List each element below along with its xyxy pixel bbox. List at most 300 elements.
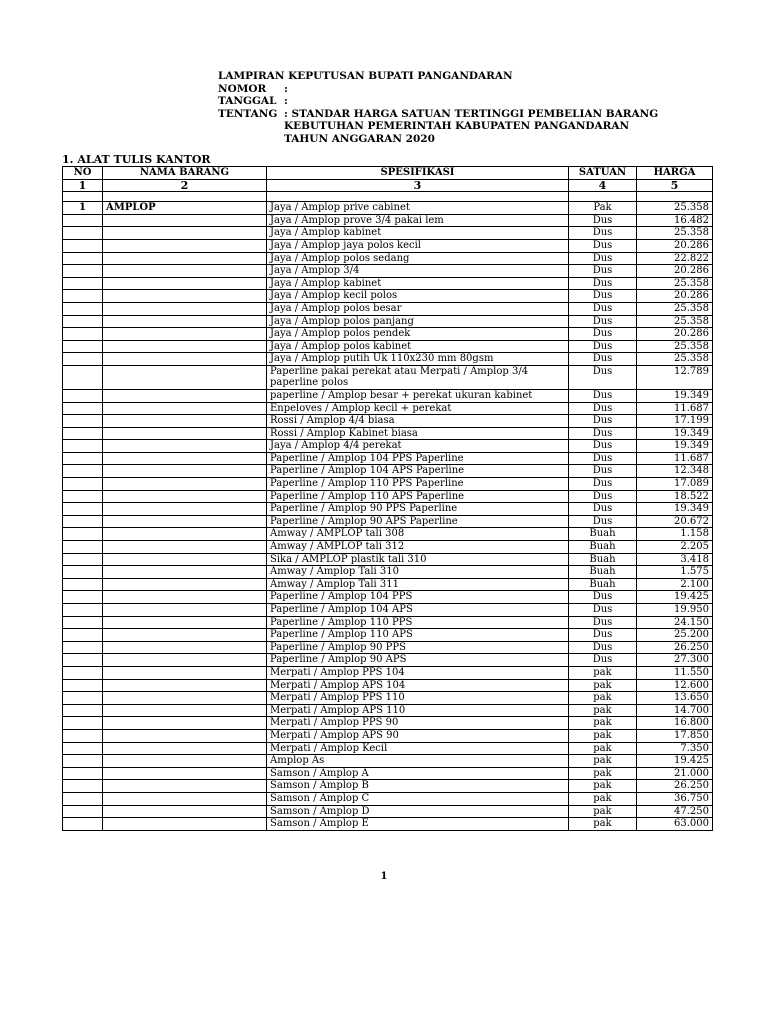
header-tanggal-row (218, 95, 658, 108)
row-no (63, 629, 103, 642)
row-harga: 26.250 (637, 780, 713, 793)
table-row (63, 277, 713, 290)
row-satuan: pak (569, 818, 637, 831)
row-nama-barang (103, 478, 267, 491)
row-harga: 1.575 (637, 566, 713, 579)
row-spesifikasi: Merpati / Amplop APS 110 (267, 704, 569, 717)
row-no (63, 427, 103, 440)
row-spesifikasi: Samson / Amplop B (267, 780, 569, 793)
row-nama-barang (103, 252, 267, 265)
row-spesifikasi: Jaya / Amplop polos kabinet (267, 340, 569, 353)
table-row (63, 465, 713, 478)
row-satuan: Dus (569, 353, 637, 366)
row-harga: 11.550 (637, 666, 713, 679)
row-nama-barang (103, 629, 267, 642)
row-satuan: Buah (569, 566, 637, 579)
table-row (63, 252, 713, 265)
row-spesifikasi: Jaya / Amplop polos pendek (267, 328, 569, 341)
row-satuan: Dus (569, 452, 637, 465)
row-harga: 36.750 (637, 792, 713, 805)
row-nama-barang (103, 566, 267, 579)
row-harga: 12.789 (637, 365, 713, 389)
row-spesifikasi: Paperline / Amplop 110 PPS Paperline (267, 478, 569, 491)
row-spesifikasi: Rossi / Amplop 4/4 biasa (267, 415, 569, 428)
row-nama-barang (103, 389, 267, 402)
row-spesifikasi: Jaya / Amplop prove 3/4 pakai lem (267, 214, 569, 227)
row-spesifikasi: Merpati / Amplop PPS 104 (267, 666, 569, 679)
row-nama-barang (103, 591, 267, 604)
table-row (63, 328, 713, 341)
row-no (63, 616, 103, 629)
row-harga: 20.286 (637, 328, 713, 341)
row-satuan: pak (569, 729, 637, 742)
table-row (63, 666, 713, 679)
row-harga: 19.425 (637, 755, 713, 768)
row-satuan: Dus (569, 641, 637, 654)
row-harga: 25.200 (637, 629, 713, 642)
row-no (63, 277, 103, 290)
row-nama-barang (103, 616, 267, 629)
row-spesifikasi: Jaya / Amplop 4/4 perekat (267, 440, 569, 453)
table-row (63, 553, 713, 566)
table-row (63, 528, 713, 541)
table-row (63, 353, 713, 366)
table-row (63, 591, 713, 604)
row-no (63, 290, 103, 303)
row-nama-barang (103, 277, 267, 290)
row-harga: 47.250 (637, 805, 713, 818)
table-row (63, 629, 713, 642)
row-nama-barang (103, 679, 267, 692)
table-row (63, 566, 713, 579)
row-satuan: pak (569, 792, 637, 805)
row-spesifikasi: Paperline / Amplop 90 PPS Paperline (267, 503, 569, 516)
row-spesifikasi: Amway / AMPLOP tali 308 (267, 528, 569, 541)
table-header-row (63, 167, 713, 180)
table-row (63, 679, 713, 692)
row-harga: 20.286 (637, 239, 713, 252)
row-nama-barang (103, 729, 267, 742)
row-spesifikasi: Jaya / Amplop polos besar (267, 302, 569, 315)
row-nama-barang (103, 742, 267, 755)
row-harga: 21.000 (637, 767, 713, 780)
row-satuan: Buah (569, 541, 637, 554)
row-satuan: Pak (569, 202, 637, 215)
row-no (63, 353, 103, 366)
row-nama-barang (103, 717, 267, 730)
row-no (63, 755, 103, 768)
row-harga: 25.358 (637, 302, 713, 315)
row-no (63, 365, 103, 389)
col-number: 4 (569, 179, 637, 192)
row-no (63, 780, 103, 793)
row-satuan: Dus (569, 290, 637, 303)
row-spesifikasi: Merpati / Amplop APS 104 (267, 679, 569, 692)
row-spesifikasi: Samson / Amplop A (267, 767, 569, 780)
row-harga: 25.358 (637, 353, 713, 366)
row-nama-barang (103, 452, 267, 465)
row-nama-barang (103, 353, 267, 366)
row-nama-barang (103, 528, 267, 541)
tentang-label: TENTANG (218, 107, 278, 120)
row-satuan: pak (569, 755, 637, 768)
row-nama-barang (103, 239, 267, 252)
row-nama-barang (103, 265, 267, 278)
row-no (63, 265, 103, 278)
row-no (63, 528, 103, 541)
row-harga: 13.650 (637, 692, 713, 705)
table-row (63, 616, 713, 629)
row-spesifikasi: Jaya / Amplop putih Uk 110x230 mm 80gsm (267, 353, 569, 366)
tanggal-label: TANGGAL (218, 95, 277, 107)
row-satuan: Dus (569, 591, 637, 604)
row-harga: 11.687 (637, 452, 713, 465)
col-header-harga: HARGA (637, 167, 713, 180)
table-row (63, 805, 713, 818)
row-satuan: pak (569, 679, 637, 692)
row-satuan: pak (569, 742, 637, 755)
row-no (63, 452, 103, 465)
row-no (63, 553, 103, 566)
row-no (63, 252, 103, 265)
row-nama-barang (103, 427, 267, 440)
row-spesifikasi: Paperline pakai perekat atau Merpati / Amplop 3/4 paperline polos (267, 365, 569, 389)
row-harga: 19.349 (637, 440, 713, 453)
row-no (63, 818, 103, 831)
row-nama-barang (103, 541, 267, 554)
row-harga: 16.800 (637, 717, 713, 730)
col-number: 3 (267, 179, 569, 192)
col-number: 5 (637, 179, 713, 192)
row-nama-barang (103, 654, 267, 667)
row-no (63, 402, 103, 415)
row-spesifikasi: Jaya / Amplop polos sedang (267, 252, 569, 265)
table-row (63, 515, 713, 528)
row-spesifikasi: Jaya / Amplop prive cabinet (267, 202, 569, 215)
table-row (63, 265, 713, 278)
row-no: 1 (63, 202, 103, 215)
row-satuan: pak (569, 767, 637, 780)
row-satuan: pak (569, 692, 637, 705)
row-nama-barang (103, 755, 267, 768)
table-row (63, 402, 713, 415)
row-harga: 2.205 (637, 541, 713, 554)
row-harga: 7.350 (637, 742, 713, 755)
table-row (63, 717, 713, 730)
col-header-no: NO (63, 167, 103, 180)
row-spesifikasi: Jaya / Amplop 3/4 (267, 265, 569, 278)
table-row (63, 365, 713, 389)
row-spesifikasi: Enpeloves / Amplop kecil + perekat (267, 402, 569, 415)
nomor-label: NOMOR (218, 82, 267, 95)
row-nama-barang (103, 402, 267, 415)
table-row (63, 478, 713, 491)
row-harga: 12.600 (637, 679, 713, 692)
row-harga: 25.358 (637, 227, 713, 240)
row-no (63, 704, 103, 717)
row-no (63, 566, 103, 579)
row-no (63, 328, 103, 341)
row-satuan: Dus (569, 277, 637, 290)
table-row (63, 780, 713, 793)
row-harga: 24.150 (637, 616, 713, 629)
page-number: 1 (380, 871, 388, 882)
row-spesifikasi: Jaya / Amplop jaya polos kecil (267, 239, 569, 252)
row-harga: 26.250 (637, 641, 713, 654)
row-harga: 20.286 (637, 290, 713, 303)
table-row (63, 818, 713, 831)
row-no (63, 415, 103, 428)
row-no (63, 792, 103, 805)
row-nama-barang (103, 227, 267, 240)
table-row (63, 503, 713, 516)
row-no (63, 742, 103, 755)
table-row (63, 302, 713, 315)
row-no (63, 440, 103, 453)
row-nama-barang (103, 792, 267, 805)
col-header-spesifikasi: SPESIFIKASI (267, 167, 569, 180)
row-no (63, 717, 103, 730)
row-nama-barang (103, 490, 267, 503)
row-no (63, 604, 103, 617)
table-row (63, 389, 713, 402)
row-nama-barang (103, 553, 267, 566)
table-row (63, 604, 713, 617)
row-spesifikasi: Amplop As (267, 755, 569, 768)
nomor-value: : (284, 82, 288, 95)
row-nama-barang (103, 365, 267, 389)
row-nama-barang (103, 780, 267, 793)
table-row (63, 755, 713, 768)
row-harga: 63.000 (637, 818, 713, 831)
row-nama-barang (103, 465, 267, 478)
row-nama-barang (103, 440, 267, 453)
row-no (63, 679, 103, 692)
row-spesifikasi: Amway / Amplop Tali 310 (267, 566, 569, 579)
row-satuan: Dus (569, 616, 637, 629)
row-spesifikasi: Paperline / Amplop 90 APS (267, 654, 569, 667)
row-satuan: pak (569, 704, 637, 717)
row-spesifikasi: Jaya / Amplop kecil polos (267, 290, 569, 303)
row-satuan: Buah (569, 528, 637, 541)
row-nama-barang (103, 767, 267, 780)
col-header-nama-barang: NAMA BARANG (103, 167, 267, 180)
row-satuan: Dus (569, 440, 637, 453)
row-satuan: Dus (569, 402, 637, 415)
row-satuan: Dus (569, 490, 637, 503)
row-harga: 20.286 (637, 265, 713, 278)
row-nama-barang (103, 704, 267, 717)
row-no (63, 591, 103, 604)
row-nama-barang (103, 290, 267, 303)
tentang-line-2: KEBUTUHAN PEMERINTAH KABUPATEN PANGANDARAN (284, 120, 630, 132)
row-no (63, 541, 103, 554)
row-no (63, 641, 103, 654)
row-spesifikasi: Amway / Amplop Tali 311 (267, 578, 569, 591)
row-spesifikasi: Jaya / Amplop kabinet (267, 227, 569, 240)
row-satuan: Dus (569, 265, 637, 278)
table-row (63, 202, 713, 215)
table-row (63, 641, 713, 654)
row-satuan: Dus (569, 328, 637, 341)
row-nama-barang (103, 302, 267, 315)
row-no (63, 503, 103, 516)
row-satuan: pak (569, 666, 637, 679)
row-no (63, 389, 103, 402)
row-satuan: pak (569, 805, 637, 818)
header-tentang-row (218, 108, 658, 121)
row-spesifikasi: Paperline / Amplop 90 PPS (267, 641, 569, 654)
section-title: 1. ALAT TULIS KANTOR (62, 153, 211, 166)
row-harga: 19.425 (637, 591, 713, 604)
row-harga: 17.089 (637, 478, 713, 491)
row-nama-barang (103, 503, 267, 516)
row-no (63, 515, 103, 528)
row-nama-barang (103, 604, 267, 617)
row-satuan: Buah (569, 578, 637, 591)
row-no (63, 805, 103, 818)
row-satuan: Dus (569, 302, 637, 315)
row-spesifikasi: Paperline / Amplop 110 PPS (267, 616, 569, 629)
row-harga: 25.358 (637, 277, 713, 290)
row-harga: 27.300 (637, 654, 713, 667)
table-row (63, 214, 713, 227)
row-harga: 18.522 (637, 490, 713, 503)
table-row (63, 490, 713, 503)
row-satuan: Buah (569, 553, 637, 566)
row-satuan: Dus (569, 315, 637, 328)
table-spacer-row (63, 192, 713, 202)
row-harga: 1.158 (637, 528, 713, 541)
row-spesifikasi: Merpati / Amplop PPS 110 (267, 692, 569, 705)
row-satuan: Dus (569, 365, 637, 389)
row-spesifikasi: Paperline / Amplop 104 PPS Paperline (267, 452, 569, 465)
row-no (63, 315, 103, 328)
row-spesifikasi: Samson / Amplop D (267, 805, 569, 818)
row-spesifikasi: Paperline / Amplop 90 APS Paperline (267, 515, 569, 528)
table-row (63, 654, 713, 667)
row-no (63, 578, 103, 591)
table-row (63, 227, 713, 240)
row-harga: 19.349 (637, 389, 713, 402)
row-satuan: Dus (569, 629, 637, 642)
row-harga: 25.358 (637, 315, 713, 328)
table-row (63, 704, 713, 717)
row-no (63, 490, 103, 503)
row-spesifikasi: Merpati / Amplop PPS 90 (267, 717, 569, 730)
table-row (63, 239, 713, 252)
row-nama-barang (103, 214, 267, 227)
row-harga: 3.418 (637, 553, 713, 566)
table-row (63, 767, 713, 780)
table-row (63, 340, 713, 353)
row-spesifikasi: Paperline / Amplop 110 APS Paperline (267, 490, 569, 503)
row-satuan: Dus (569, 503, 637, 516)
table-row (63, 315, 713, 328)
row-harga: 2.100 (637, 578, 713, 591)
table-body (63, 202, 713, 831)
row-nama-barang (103, 340, 267, 353)
col-header-satuan: SATUAN (569, 167, 637, 180)
row-spesifikasi: Rossi / Amplop Kabinet biasa (267, 427, 569, 440)
row-no (63, 465, 103, 478)
row-satuan: Dus (569, 340, 637, 353)
row-harga: 16.482 (637, 214, 713, 227)
row-harga: 11.687 (637, 402, 713, 415)
row-nama-barang (103, 666, 267, 679)
row-harga: 19.950 (637, 604, 713, 617)
row-satuan: Dus (569, 515, 637, 528)
row-nama-barang (103, 805, 267, 818)
row-spesifikasi: Paperline / Amplop 110 APS (267, 629, 569, 642)
row-spesifikasi: Jaya / Amplop kabinet (267, 277, 569, 290)
table-row (63, 541, 713, 554)
row-no (63, 239, 103, 252)
col-number: 1 (63, 179, 103, 192)
price-table (62, 166, 713, 831)
row-nama-barang (103, 515, 267, 528)
row-nama-barang (103, 692, 267, 705)
row-satuan: pak (569, 780, 637, 793)
row-no (63, 729, 103, 742)
table-row (63, 692, 713, 705)
row-no (63, 767, 103, 780)
row-no (63, 340, 103, 353)
row-harga: 25.358 (637, 340, 713, 353)
table-row (63, 792, 713, 805)
row-nama-barang (103, 578, 267, 591)
row-no (63, 666, 103, 679)
row-spesifikasi: Amway / AMPLOP tali 312 (267, 541, 569, 554)
row-harga: 20.672 (637, 515, 713, 528)
row-satuan: Dus (569, 239, 637, 252)
row-nama-barang (103, 641, 267, 654)
row-nama-barang (103, 315, 267, 328)
table-row (63, 415, 713, 428)
row-no (63, 214, 103, 227)
row-harga: 19.349 (637, 503, 713, 516)
row-harga: 14.700 (637, 704, 713, 717)
row-spesifikasi: paperline / Amplop besar + perekat ukuran kabinet (267, 389, 569, 402)
table-row (63, 290, 713, 303)
row-satuan: Dus (569, 465, 637, 478)
table-row (63, 427, 713, 440)
header-nomor-row (218, 83, 658, 96)
row-no (63, 692, 103, 705)
row-satuan: Dus (569, 478, 637, 491)
document-header (218, 70, 658, 145)
row-spesifikasi: Samson / Amplop E (267, 818, 569, 831)
row-no (63, 654, 103, 667)
table-row (63, 440, 713, 453)
row-spesifikasi: Paperline / Amplop 104 PPS (267, 591, 569, 604)
table-row (63, 729, 713, 742)
row-satuan: Dus (569, 214, 637, 227)
row-no (63, 302, 103, 315)
row-harga: 12.348 (637, 465, 713, 478)
col-number: 2 (103, 179, 267, 192)
tentang-line-3: TAHUN ANGGARAN 2020 (284, 132, 435, 145)
table-row (63, 452, 713, 465)
row-spesifikasi: Merpati / Amplop Kecil (267, 742, 569, 755)
tanggal-value: : (284, 95, 288, 107)
table-row (63, 578, 713, 591)
row-nama-barang (103, 328, 267, 341)
row-harga: 22.822 (637, 252, 713, 265)
row-harga: 19.349 (637, 427, 713, 440)
row-nama-barang (103, 818, 267, 831)
table-column-number-row (63, 179, 713, 192)
